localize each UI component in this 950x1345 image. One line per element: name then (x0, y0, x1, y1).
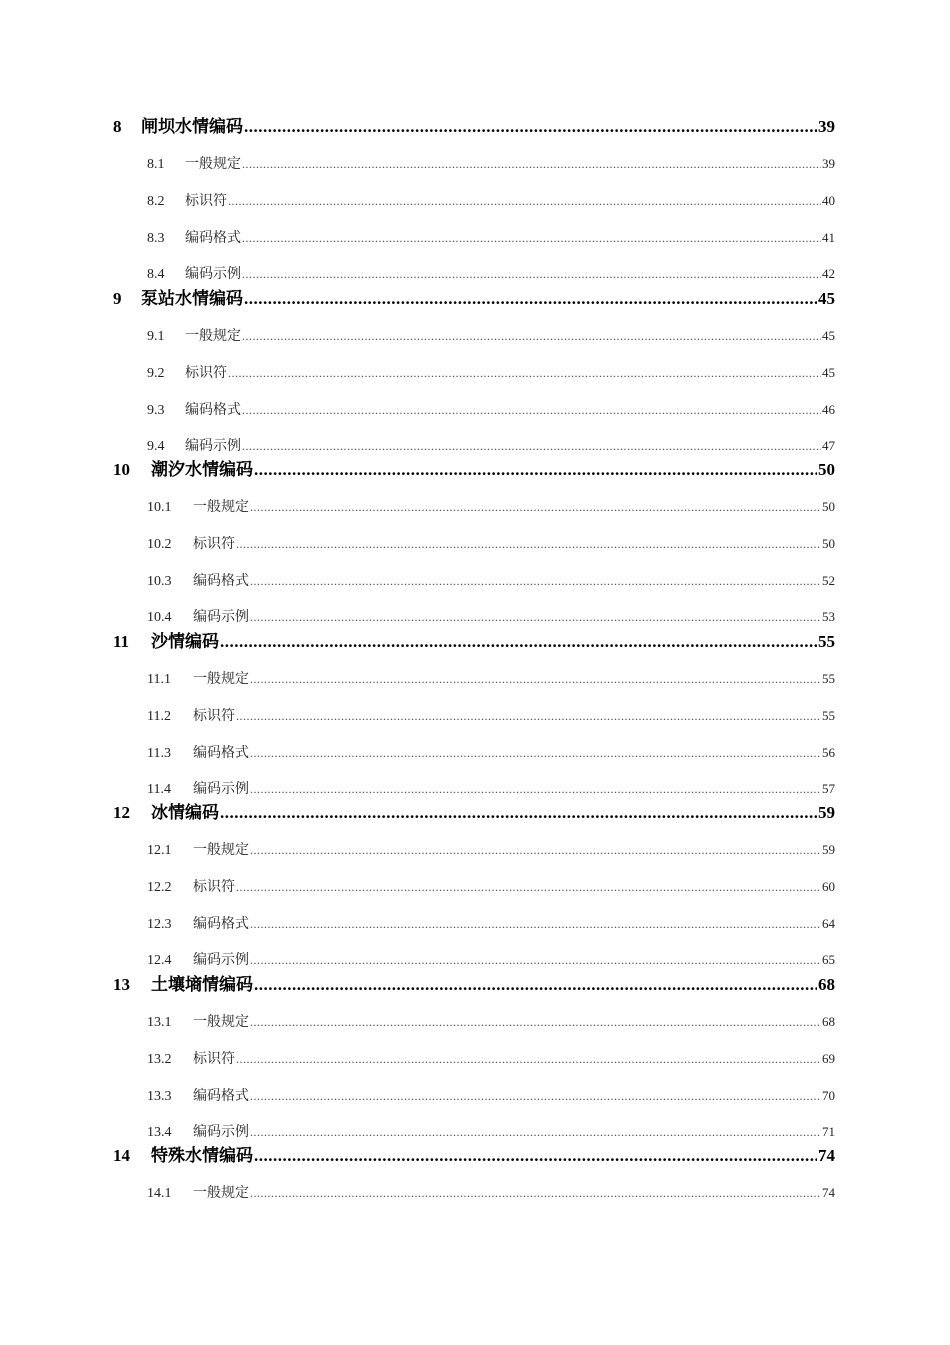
section-title: 一般规定 (193, 499, 249, 515)
toc-chapter-9 (0, 172, 950, 454)
chapter-page-number: 74 (818, 1146, 835, 1165)
chapter-title: 土壤墒情编码 (151, 974, 253, 995)
chapter-page-number: 59 (818, 803, 835, 822)
section-page-number: 39 (822, 156, 835, 171)
section-title: 编码示例 (185, 437, 241, 454)
chapter-title: 泵站水情编码 (141, 288, 243, 309)
section-title: 一般规定 (185, 156, 241, 172)
section-page-number: 56 (822, 744, 835, 760)
dot-leader (220, 632, 817, 652)
section-number: 12.1 (147, 843, 172, 858)
section-number: 9.3 (147, 402, 165, 418)
section-page-number: 57 (822, 780, 835, 796)
chapter-number: 10 (113, 460, 130, 479)
section-number: 11.4 (147, 781, 171, 797)
section-number: 8.4 (147, 267, 165, 282)
toc-chapter-8 (0, 0, 950, 282)
section-page-number: 52 (822, 573, 835, 588)
section-page-number: 55 (822, 707, 835, 723)
section-page-number: 59 (822, 842, 835, 857)
section-title: 一般规定 (185, 327, 241, 344)
dot-leader (244, 289, 817, 309)
section-page-number: 65 (822, 952, 835, 967)
section-title: 编码示例 (193, 780, 249, 797)
section-title: 编码格式 (185, 230, 241, 246)
section-title: 标识符 (185, 193, 227, 209)
toc-chapter-14 (0, 1029, 950, 1201)
section-title: 标识符 (193, 536, 235, 552)
dot-leader (250, 672, 821, 687)
dot-leader (244, 117, 817, 137)
toc-section-entry[interactable] (147, 839, 835, 859)
section-page-number: 71 (822, 1123, 835, 1139)
dot-leader (250, 843, 821, 858)
section-number: 12.2 (147, 880, 172, 895)
section-number: 11.3 (147, 745, 171, 761)
section-page-number: 55 (822, 670, 835, 686)
section-title: 编码格式 (193, 1087, 249, 1104)
section-page-number: 53 (822, 609, 835, 624)
toc-chapter-entry[interactable] (113, 1141, 835, 1167)
chapter-title: 闸坝水情编码 (141, 117, 243, 137)
chapter-page-number: 39 (818, 117, 835, 136)
section-page-number: 68 (822, 1013, 835, 1029)
section-page-number: 45 (822, 327, 835, 343)
section-title: 一般规定 (193, 1013, 249, 1030)
dot-leader (242, 329, 821, 344)
section-number: 8.2 (147, 194, 165, 209)
section-number: 11.1 (147, 671, 171, 687)
section-page-number: 74 (822, 1185, 835, 1200)
dot-leader (242, 157, 821, 172)
section-title: 标识符 (193, 1050, 235, 1067)
section-title: 一般规定 (193, 670, 249, 687)
section-page-number: 46 (822, 401, 835, 417)
toc-chapter-entry[interactable] (113, 455, 835, 481)
toc-section-entry[interactable] (147, 325, 835, 345)
chapter-title: 特殊水情编码 (151, 1146, 253, 1166)
toc-chapter-entry[interactable] (113, 970, 835, 996)
toc-section-entry[interactable] (147, 1182, 835, 1202)
section-number: 12.3 (147, 917, 172, 932)
dot-leader (220, 803, 817, 823)
section-title: 标识符 (193, 707, 235, 724)
section-title: 一般规定 (193, 842, 249, 858)
section-title: 编码格式 (193, 573, 249, 589)
section-page-number: 69 (822, 1050, 835, 1066)
section-number: 14.1 (147, 1186, 172, 1201)
chapter-page-number: 50 (818, 460, 835, 479)
dot-leader (254, 1146, 817, 1166)
dot-leader (250, 500, 821, 515)
chapter-number: 13 (113, 974, 130, 994)
section-number: 8.3 (147, 231, 165, 246)
toc-chapter-entry[interactable] (113, 798, 835, 824)
section-number: 9.1 (147, 328, 165, 344)
dot-leader (254, 975, 817, 995)
toc-section-entry[interactable] (147, 1011, 835, 1031)
section-number: 11.2 (147, 708, 171, 724)
chapter-number: 14 (113, 1146, 130, 1165)
section-title: 编码示例 (193, 952, 249, 968)
section-number: 13.1 (147, 1014, 172, 1030)
section-number: 10.1 (147, 500, 172, 515)
section-page-number: 64 (822, 916, 835, 931)
section-number: 9.2 (147, 365, 165, 381)
section-number: 10.3 (147, 574, 172, 589)
section-page-number: 40 (822, 193, 835, 208)
dot-leader (250, 1186, 821, 1201)
chapter-number: 9 (113, 288, 122, 308)
section-number: 12.4 (147, 953, 172, 968)
section-number: 13.2 (147, 1051, 172, 1067)
chapter-page-number: 55 (818, 631, 835, 651)
section-title: 编码示例 (193, 609, 249, 625)
section-number: 13.4 (147, 1124, 172, 1140)
section-title: 编码示例 (193, 1123, 249, 1140)
section-number: 8.1 (147, 157, 165, 172)
section-page-number: 70 (822, 1087, 835, 1103)
section-page-number: 41 (822, 230, 835, 245)
section-title: 标识符 (185, 364, 227, 381)
dot-leader (250, 1015, 821, 1030)
section-page-number: 60 (822, 879, 835, 894)
chapter-page-number: 45 (818, 288, 835, 308)
chapter-title: 潮汐水情编码 (151, 460, 253, 480)
toc-chapter-entry[interactable] (113, 627, 835, 653)
section-page-number: 45 (822, 364, 835, 380)
section-number: 10.2 (147, 537, 172, 552)
chapter-number: 12 (113, 803, 130, 822)
toc-section-entry[interactable] (147, 153, 835, 173)
chapter-number: 11 (113, 631, 130, 651)
toc-chapter-entry[interactable] (113, 112, 835, 138)
section-page-number: 42 (822, 266, 835, 281)
toc-section-entry[interactable] (147, 668, 835, 688)
section-page-number: 50 (822, 499, 835, 514)
section-page-number: 50 (822, 536, 835, 551)
toc-chapter-10 (0, 343, 950, 625)
section-title: 编码格式 (193, 744, 249, 761)
section-title: 一般规定 (193, 1185, 249, 1201)
section-page-number: 47 (822, 437, 835, 453)
chapter-page-number: 68 (818, 974, 835, 994)
section-number: 13.3 (147, 1088, 172, 1104)
chapter-title: 沙情编码 (151, 631, 219, 652)
toc-section-entry[interactable] (147, 496, 835, 516)
section-number: 10.4 (147, 610, 172, 625)
section-title: 编码格式 (185, 401, 241, 418)
dot-leader (254, 460, 817, 480)
toc-chapter-entry[interactable] (113, 284, 835, 310)
section-title: 编码格式 (193, 916, 249, 932)
toc-chapter-12 (0, 686, 950, 968)
section-title: 标识符 (193, 879, 235, 895)
toc-chapter-11 (0, 515, 950, 797)
section-title: 编码示例 (185, 266, 241, 282)
section-number: 9.4 (147, 438, 165, 454)
chapter-number: 8 (113, 117, 122, 136)
chapter-title: 冰情编码 (151, 803, 219, 823)
toc-chapter-13 (0, 858, 950, 1140)
